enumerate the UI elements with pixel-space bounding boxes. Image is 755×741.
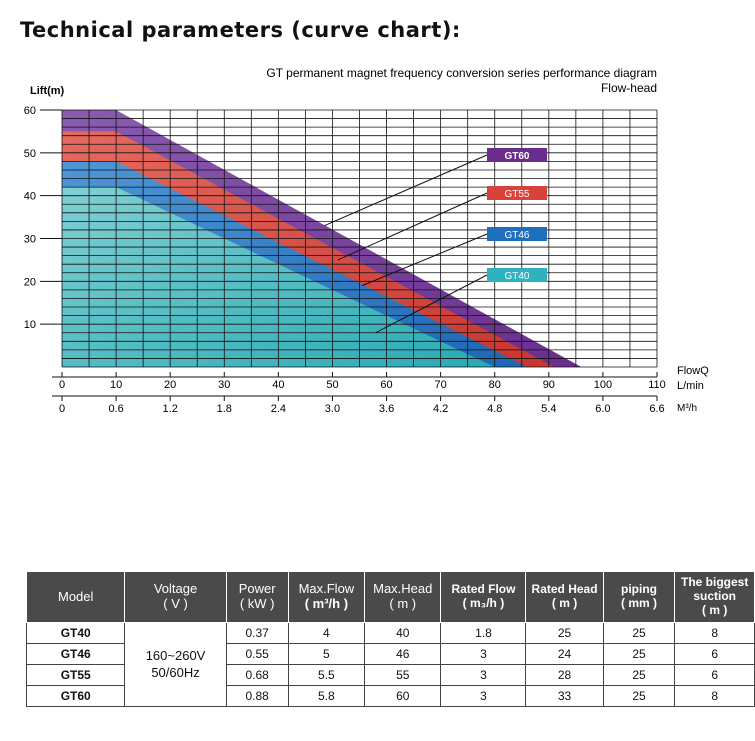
legend-label-gt60: GT60 (504, 151, 530, 162)
x-tick-label-lpm: 0 (58, 379, 66, 391)
chart-subtitle: Flow-head (600, 81, 657, 95)
x-tick-label-m3h: 0.6 (108, 403, 124, 415)
table-cell-max-flow: 5 (288, 644, 364, 665)
x-tick-label-m3h: 3.6 (378, 403, 395, 415)
table-cell-suction: 6 (675, 644, 755, 665)
table-cell-max-head: 46 (365, 644, 441, 665)
x-tick-label-lpm: 80 (488, 379, 501, 391)
table-cell-rated-head: 33 (526, 686, 603, 707)
table-header-cell (27, 572, 125, 623)
table-cell-rated-flow: 1.8 (441, 623, 526, 644)
model-cell: GT60 (27, 686, 125, 707)
table-header-cell (365, 572, 441, 623)
x-tick-label-lpm: 100 (593, 379, 613, 391)
table-cell-max-head: 40 (365, 623, 441, 644)
table-cell-power: 0.37 (226, 623, 288, 644)
x-tick-label-lpm: 20 (164, 379, 177, 391)
y-tick-label: 60 (23, 105, 36, 117)
header-line2: ( kW ) (239, 596, 275, 611)
table-cell-suction: 8 (675, 623, 755, 644)
leader-gt60 (324, 155, 487, 226)
table-cell-suction: 8 (675, 686, 755, 707)
voltage-cell (125, 623, 226, 707)
x-tick-label-m3h: 2.4 (270, 403, 287, 415)
x-tick-label-m3h: 5.4 (541, 403, 557, 415)
legend-label-gt55: GT55 (504, 189, 530, 200)
x-tick-label-m3h: 6.6 (649, 403, 665, 415)
model-cell: GT46 (27, 644, 125, 665)
spec-table (26, 571, 755, 707)
table-cell-rated-head: 25 (526, 623, 603, 644)
table-header-cell (125, 572, 226, 623)
table-header-cell (288, 572, 364, 623)
voltage-line: 50/60Hz (151, 664, 200, 680)
legend-label-gt40: GT40 (504, 271, 530, 282)
table-cell-max-head: 55 (365, 665, 441, 686)
header-line1: The biggest suction (681, 575, 749, 604)
y-tick-label: 40 (23, 190, 36, 203)
header-line1: Max.Flow (298, 581, 355, 597)
table-cell-rated-head: 28 (526, 665, 603, 686)
x-tick-label-m3h: 4.8 (487, 403, 503, 415)
model-cell: GT40 (27, 623, 125, 644)
table-cell-piping: 25 (603, 686, 675, 707)
x-tick-label-lpm: 70 (434, 379, 447, 391)
x-tick-label-m3h: 1.2 (162, 403, 178, 415)
legend-label-gt46: GT46 (504, 230, 530, 241)
table-cell-power: 0.88 (226, 686, 288, 707)
header-line1: Rated Head (531, 582, 598, 597)
x-tick-label-m3h: 6.0 (595, 403, 611, 415)
table-cell-suction: 6 (675, 665, 755, 686)
table-header-cell (526, 572, 603, 623)
table-cell-max-flow: 4 (288, 623, 364, 644)
model-cell: GT55 (27, 665, 125, 686)
header-line2: ( m³/h ) (304, 596, 349, 611)
table-cell-rated-flow: 3 (441, 644, 526, 665)
header-line2: ( m₃/h ) (462, 596, 505, 610)
header-line2: ( V ) (163, 596, 188, 611)
header-line2: ( m ) (389, 596, 417, 611)
header-line2: ( m ) (702, 602, 728, 617)
table-cell-piping: 25 (603, 665, 675, 686)
y-tick-label: 30 (23, 233, 36, 246)
header-line1: Voltage (153, 581, 198, 597)
table-header-cell (226, 572, 288, 623)
header-line1: piping (621, 582, 658, 597)
table-cell-power: 0.55 (226, 644, 288, 665)
header-line1: Max.Head (373, 581, 433, 597)
page-heading: Technical parameters (curve chart): (20, 18, 461, 42)
x-tick-label-m3h: 4.2 (432, 403, 449, 415)
x-tick-label-m3h: 0 (58, 403, 66, 415)
table-header-cell (675, 572, 755, 623)
table-cell-max-flow: 5.5 (288, 665, 364, 686)
table-cell-piping: 25 (603, 623, 675, 644)
y-tick-label: 50 (23, 147, 36, 160)
x-tick-label-lpm: 10 (109, 379, 123, 391)
table-cell-piping: 25 (603, 644, 675, 665)
table-cell-rated-flow: 3 (441, 686, 526, 707)
x-tick-label-lpm: 110 (648, 379, 666, 391)
table-cell-rated-flow: 3 (441, 665, 526, 686)
table-header-row (27, 572, 755, 623)
leader-gt55 (338, 193, 487, 260)
y-axis-label: Lift(m) (30, 85, 65, 97)
table-cell-rated-head: 24 (526, 644, 603, 665)
x-axis-label-m3h: M³/h (677, 403, 697, 414)
voltage-line: 160~260V (145, 648, 206, 664)
table-row (27, 623, 755, 644)
x-tick-label-lpm: 30 (218, 379, 231, 391)
x-tick-label-m3h: 1.8 (216, 403, 232, 415)
table-header-cell (603, 572, 675, 623)
header-line2: ( mm ) (621, 596, 658, 610)
x-tick-label-lpm: 90 (542, 379, 555, 391)
header-line1: Power (238, 581, 276, 597)
table-header-cell (441, 572, 526, 623)
table-cell-power: 0.68 (226, 665, 288, 686)
x-axis-label-flowq: FlowQ (677, 365, 709, 377)
table-cell-max-head: 60 (365, 686, 441, 707)
x-tick-label-lpm: 40 (272, 379, 285, 391)
x-tick-label-lpm: 60 (380, 379, 393, 391)
table-cell-max-flow: 5.8 (288, 686, 364, 707)
x-tick-label-lpm: 50 (326, 379, 339, 391)
header-line1: Rated Flow (451, 582, 516, 597)
x-tick-label-m3h: 3.0 (324, 403, 341, 415)
x-axis-label-lpm: L/min (677, 380, 704, 392)
y-tick-label: 10 (23, 319, 36, 332)
chart-title: GT permanent magnet frequency conversion series performance diagram (266, 66, 657, 80)
y-tick-label: 20 (23, 276, 36, 289)
header-line1: Model (58, 588, 94, 604)
header-line2: ( m ) (551, 596, 578, 610)
